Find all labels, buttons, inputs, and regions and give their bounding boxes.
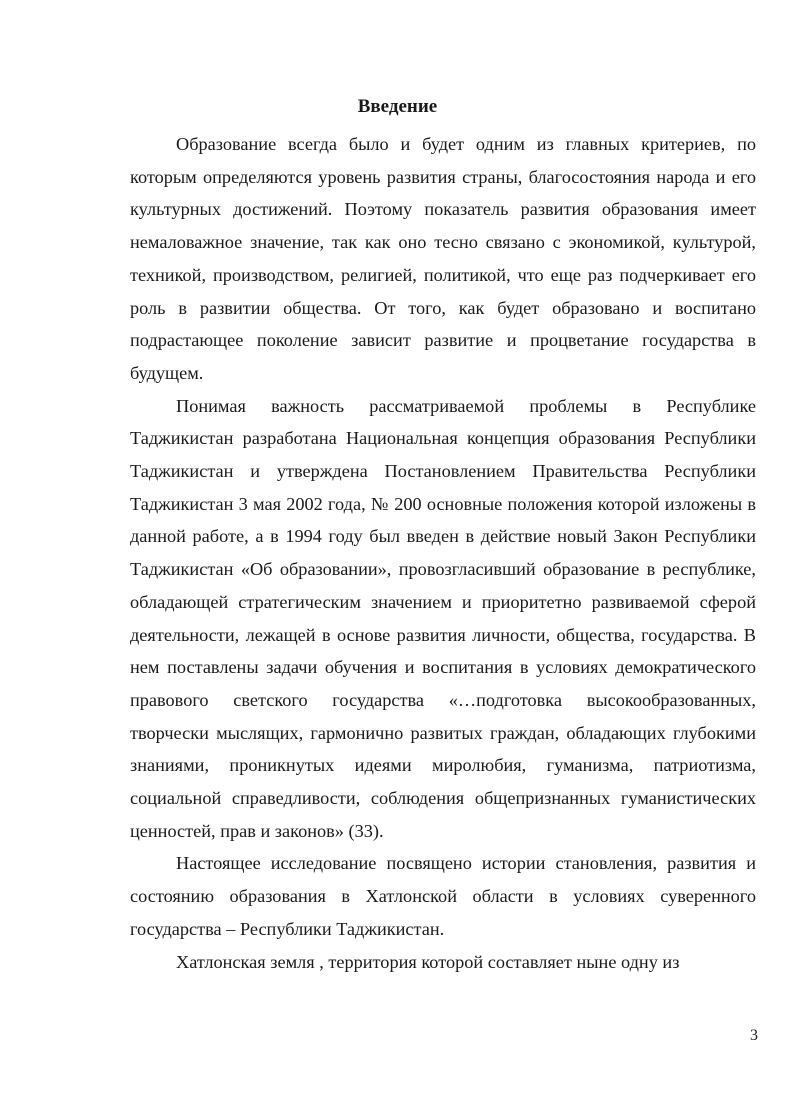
paragraph-4: Хатлонская земля , территория которой составляет ныне одну из <box>176 951 680 972</box>
page-number: 3 <box>750 1027 758 1044</box>
page-title: Введение <box>357 96 438 117</box>
paragraph-2: Понимая важность рассматриваемой проблемы в Республике Таджикистан разработана Национальная концепция образования Республики Таджикистан и утверждена Постановлением Правительства Республики Таджикистан 3 мая 2002 года, № 200 основные положения которой изложены в данной работе, а в 1994 году был введен в действие новый Закон Республики Таджикистан «Об образовании», провозгласивший образование в республике, обладающей стратегическим значением и приоритетно развиваемой сферой деятельности, лежащей в основе развития личности, общества, государства. В нем поставлены задачи обучения и воспитания в условиях демократического правового светского государства «…подготовка высокообразованных, творчески мыслящих, гармонично развитых граждан, обладающих глубокими знаниями, проникнутых идеями миролюбия, гуманизма, патриотизма, социальной справедливости, соблюдения общепризнанных гуманистических ценностей, прав и законов» (33). <box>130 395 756 841</box>
paragraph-3: Настоящее исследование посвящено истории становления, развития и состоянию образования в Хатлонской области в условиях суверенного государства – Республики Таджикистан. <box>130 853 756 939</box>
paragraph-1: Образование всегда было и будет одним из главных критериев, по которым определяются уровень развития страны, благосостояния народа и его культурных достижений. Поэтому показатель развития образования имеет немаловажное значение, так как оно тесно связано с экономикой, культурой, техникой, производством, религией, политикой, что еще раз подчеркивает его роль в развитии общества. От того, как будет образовано и воспитано подрастающее поколение зависит развитие и процветание государства в будущем. <box>130 134 756 383</box>
body-text <box>130 128 756 978</box>
